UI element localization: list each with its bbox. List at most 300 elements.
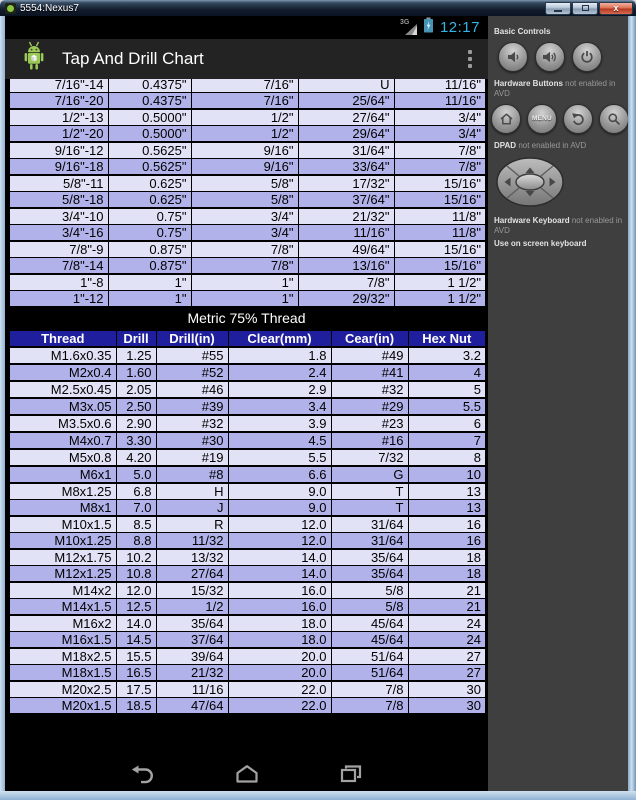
- table-cell: 8: [408, 449, 486, 466]
- table-cell: 3.9: [228, 415, 331, 432]
- table-cell: 45/64: [331, 615, 408, 632]
- table-row: [9, 258, 486, 275]
- table-cell: 3/4"-10: [9, 208, 108, 225]
- table-cell: M3.5x0.6: [9, 415, 116, 432]
- network-type-label: 3G: [399, 19, 410, 26]
- table-cell: 1.25: [116, 347, 156, 364]
- table-row: [9, 225, 486, 242]
- table-cell: 31/64": [298, 142, 394, 159]
- table-row: [9, 142, 486, 159]
- table-cell: #46: [156, 381, 228, 398]
- column-header: Clear(mm): [228, 330, 331, 347]
- window-title: 5554:Nexus7: [20, 2, 79, 14]
- table-cell: 2.90: [116, 415, 156, 432]
- power-button[interactable]: [572, 42, 602, 72]
- hardware-buttons-label: Hardware Buttons not enabled in AVD: [494, 79, 616, 98]
- close-icon: x: [613, 2, 619, 13]
- table-cell: 8.8: [116, 533, 156, 550]
- navigation-bar: [5, 757, 488, 791]
- table-cell: 1": [108, 291, 191, 308]
- table-cell: 7/32: [331, 449, 408, 466]
- table-row: [9, 500, 486, 517]
- metric-thread-table: [8, 329, 487, 715]
- table-cell: 11/16": [298, 225, 394, 242]
- table-cell: 15/16": [394, 241, 486, 258]
- recent-apps-button[interactable]: [337, 763, 365, 785]
- table-cell: 0.625": [108, 175, 191, 192]
- table-cell: 5/8": [191, 192, 298, 209]
- table-cell: 13/16": [298, 258, 394, 275]
- table-cell: 3/4": [394, 126, 486, 143]
- hw-home-button[interactable]: [491, 104, 521, 134]
- table-cell: M10x1.25: [9, 533, 116, 550]
- table-cell: M4x0.7: [9, 432, 116, 449]
- table-cell: 15/16": [394, 192, 486, 209]
- table-cell: 13: [408, 483, 486, 500]
- table-cell: 10.8: [116, 566, 156, 583]
- table-cell: 9.0: [228, 483, 331, 500]
- table-cell: 51/64: [331, 665, 408, 682]
- table-cell: 12.0: [228, 533, 331, 550]
- table-row: [9, 681, 486, 698]
- table-cell: 16.0: [228, 599, 331, 616]
- table-row: [9, 79, 486, 93]
- dpad-control[interactable]: [496, 157, 628, 210]
- table-cell: 16.5: [116, 665, 156, 682]
- table-cell: 35/64: [331, 549, 408, 566]
- table-cell: M8x1.25: [9, 483, 116, 500]
- table-cell: 13/32: [156, 549, 228, 566]
- table-cell: 39/64: [156, 648, 228, 665]
- table-row: [9, 648, 486, 665]
- table-cell: 51/64: [331, 648, 408, 665]
- table-cell: 7/16"-20: [9, 93, 108, 110]
- table-cell: 5/8: [331, 599, 408, 616]
- table-cell: 35/64: [331, 566, 408, 583]
- table-cell: 1 1/2": [394, 274, 486, 291]
- table-cell: 15/32: [156, 582, 228, 599]
- table-cell: 15/16": [394, 258, 486, 275]
- table-cell: 27: [408, 648, 486, 665]
- table-row: [9, 615, 486, 632]
- table-row: [9, 347, 486, 364]
- table-cell: 17.5: [116, 681, 156, 698]
- table-row: [9, 109, 486, 126]
- table-cell: 1/2": [191, 126, 298, 143]
- table-cell: 7/8": [298, 274, 394, 291]
- table-cell: 9/16": [191, 159, 298, 176]
- table-cell: #16: [331, 432, 408, 449]
- android-robot-icon: [19, 40, 49, 78]
- table-cell: R: [156, 516, 228, 533]
- table-cell: 27/64: [156, 566, 228, 583]
- table-cell: T: [331, 483, 408, 500]
- table-cell: 17/32": [298, 175, 394, 192]
- hw-home-icon: [499, 112, 514, 126]
- table-cell: #55: [156, 347, 228, 364]
- table-cell: 1": [191, 274, 298, 291]
- table-cell: 22.0: [228, 698, 331, 715]
- table-cell: 5/8: [331, 582, 408, 599]
- table-cell: 7/16": [191, 93, 298, 110]
- table-cell: #19: [156, 449, 228, 466]
- table-row: [9, 632, 486, 649]
- table-cell: 9/16"-18: [9, 159, 108, 176]
- table-cell: M20x1.5: [9, 698, 116, 715]
- table-cell: 5/8"-18: [9, 192, 108, 209]
- table-cell: 2.4: [228, 364, 331, 381]
- table-cell: 11/16": [394, 93, 486, 110]
- table-cell: J: [156, 500, 228, 517]
- table-cell: M10x1.5: [9, 516, 116, 533]
- table-row: [9, 599, 486, 616]
- hw-back-button[interactable]: [563, 104, 593, 134]
- maximize-button[interactable]: [572, 2, 598, 15]
- imperial-thread-table: [8, 79, 487, 308]
- table-cell: 0.4375": [108, 93, 191, 110]
- table-row: [9, 126, 486, 143]
- back-icon: [129, 763, 157, 785]
- emulator-app-icon: [5, 3, 16, 14]
- battery-icon: [423, 17, 434, 38]
- column-header: Drill(in): [156, 330, 228, 347]
- table-cell: 16: [408, 516, 486, 533]
- table-cell: 1"-12: [9, 291, 108, 308]
- table-cell: 1.8: [228, 347, 331, 364]
- table-cell: #52: [156, 364, 228, 381]
- overflow-dot-icon: [468, 64, 472, 68]
- table-cell: M12x1.75: [9, 549, 116, 566]
- table-cell: M1.6x0.35: [9, 347, 116, 364]
- window-border-right: [628, 16, 636, 791]
- table-row: [9, 274, 486, 291]
- table-cell: 14.0: [228, 566, 331, 583]
- table-cell: M5x0.8: [9, 449, 116, 466]
- table-cell: 3.30: [116, 432, 156, 449]
- table-cell: 3/4": [191, 225, 298, 242]
- table-cell: 0.5000": [108, 126, 191, 143]
- table-cell: 1/2": [191, 109, 298, 126]
- table-cell: 0.5625": [108, 142, 191, 159]
- table-cell: 31/64: [331, 516, 408, 533]
- table-row: [9, 582, 486, 599]
- table-cell: 10: [408, 466, 486, 483]
- table-cell: 18: [408, 566, 486, 583]
- table-cell: 25/64": [298, 93, 394, 110]
- table-row: [9, 549, 486, 566]
- table-cell: 21/32": [298, 208, 394, 225]
- table-cell: 47/64: [156, 698, 228, 715]
- table-cell: 11/32: [156, 533, 228, 550]
- table-cell: 30: [408, 698, 486, 715]
- table-cell: 3.2: [408, 347, 486, 364]
- table-cell: #41: [331, 364, 408, 381]
- table-cell: 5.5: [408, 398, 486, 415]
- table-cell: 37/64": [298, 192, 394, 209]
- table-cell: 1 1/2": [394, 291, 486, 308]
- table-cell: 7.0: [116, 500, 156, 517]
- table-cell: 0.75": [108, 208, 191, 225]
- table-cell: 24: [408, 632, 486, 649]
- hw-search-icon: [607, 112, 621, 126]
- table-cell: 7/8": [394, 142, 486, 159]
- table-row: [9, 466, 486, 483]
- table-cell: 0.75": [108, 225, 191, 242]
- table-cell: 0.625": [108, 192, 191, 209]
- table-cell: 31/64: [331, 533, 408, 550]
- table-cell: 6.6: [228, 466, 331, 483]
- power-icon: [580, 50, 594, 64]
- table-row: [9, 241, 486, 258]
- table-cell: 12.0: [116, 582, 156, 599]
- table-cell: 6.8: [116, 483, 156, 500]
- table-row: [9, 93, 486, 110]
- table-cell: 5: [408, 381, 486, 398]
- hw-menu-button[interactable]: [527, 104, 557, 134]
- table-cell: 16.0: [228, 582, 331, 599]
- table-cell: 0.5625": [108, 159, 191, 176]
- table-cell: 18.0: [228, 615, 331, 632]
- table-row: [9, 415, 486, 432]
- table-cell: 13: [408, 500, 486, 517]
- table-cell: M8x1: [9, 500, 116, 517]
- table-cell: 16: [408, 533, 486, 550]
- table-cell: 15.5: [116, 648, 156, 665]
- overflow-dot-icon: [468, 50, 472, 54]
- table-cell: 4: [408, 364, 486, 381]
- table-row: [9, 381, 486, 398]
- table-cell: M3x.05: [9, 398, 116, 415]
- table-cell: 9.0: [228, 500, 331, 517]
- table-cell: 7/8"-14: [9, 258, 108, 275]
- table-cell: 11/8": [394, 208, 486, 225]
- table-cell: 3.4: [228, 398, 331, 415]
- table-row: [9, 533, 486, 550]
- minimize-icon: [554, 10, 562, 12]
- table-cell: 11/16": [394, 79, 486, 93]
- table-cell: M20x2.5: [9, 681, 116, 698]
- table-cell: T: [331, 500, 408, 517]
- table-cell: H: [156, 483, 228, 500]
- table-cell: #23: [331, 415, 408, 432]
- table-cell: 14.0: [228, 549, 331, 566]
- metric-header-row: [9, 330, 486, 347]
- table-cell: 7/16"-14: [9, 79, 108, 93]
- table-cell: 14.0: [116, 615, 156, 632]
- table-cell: 3/4": [394, 109, 486, 126]
- table-cell: 22.0: [228, 681, 331, 698]
- table-cell: M16x2: [9, 615, 116, 632]
- app-title: Tap And Drill Chart: [62, 49, 204, 68]
- table-cell: 37/64: [156, 632, 228, 649]
- table-cell: 7/8: [331, 698, 408, 715]
- metric-section-title: Metric 75% Thread: [8, 308, 485, 329]
- table-cell: U: [298, 79, 394, 93]
- table-cell: 11/8": [394, 225, 486, 242]
- table-cell: 49/64": [298, 241, 394, 258]
- table-cell: 7/8: [331, 681, 408, 698]
- table-row: [9, 432, 486, 449]
- column-header: Thread: [9, 330, 116, 347]
- table-cell: 7/8": [191, 241, 298, 258]
- table-cell: 21: [408, 582, 486, 599]
- table-cell: 8.5: [116, 516, 156, 533]
- table-row: [9, 192, 486, 209]
- table-cell: M12x1.25: [9, 566, 116, 583]
- keyboard-hint-label: Use on screen keyboard: [494, 239, 587, 248]
- hw-menu-label: MENU: [532, 115, 552, 122]
- table-cell: 14.5: [116, 632, 156, 649]
- column-header: Drill: [116, 330, 156, 347]
- table-cell: 1/2"-13: [9, 109, 108, 126]
- table-row: [9, 566, 486, 583]
- table-cell: 4.20: [116, 449, 156, 466]
- status-bar: [5, 16, 488, 39]
- table-cell: 0.4375": [108, 79, 191, 93]
- close-button[interactable]: [599, 2, 633, 15]
- table-cell: #32: [156, 415, 228, 432]
- table-cell: 7/16": [191, 79, 298, 93]
- table-cell: #29: [331, 398, 408, 415]
- table-cell: 18: [408, 549, 486, 566]
- table-cell: 3/4": [191, 208, 298, 225]
- table-row: [9, 291, 486, 308]
- table-cell: 9/16": [191, 142, 298, 159]
- table-cell: 18.0: [228, 632, 331, 649]
- table-cell: 12.0: [228, 516, 331, 533]
- clock: 12:17: [439, 19, 480, 36]
- table-cell: 7/8"-9: [9, 241, 108, 258]
- table-row: [9, 398, 486, 415]
- minimize-button[interactable]: [545, 2, 571, 15]
- table-cell: M14x1.5: [9, 599, 116, 616]
- table-cell: 7: [408, 432, 486, 449]
- home-icon: [234, 763, 260, 785]
- table-cell: 0.875": [108, 258, 191, 275]
- volume-up-icon: [542, 50, 558, 64]
- hw-back-icon: [571, 112, 586, 126]
- table-cell: 5/8": [191, 175, 298, 192]
- signal-icon: [400, 20, 417, 35]
- table-cell: #8: [156, 466, 228, 483]
- table-row: [9, 698, 486, 715]
- table-row: [9, 449, 486, 466]
- table-cell: 29/64": [298, 126, 394, 143]
- table-cell: 1/2"-20: [9, 126, 108, 143]
- table-cell: M18x2.5: [9, 648, 116, 665]
- table-cell: 9/16"-12: [9, 142, 108, 159]
- column-header: Hex Nut: [408, 330, 486, 347]
- table-cell: 6: [408, 415, 486, 432]
- table-cell: 20.0: [228, 648, 331, 665]
- table-row: [9, 208, 486, 225]
- table-cell: M14x2: [9, 582, 116, 599]
- dpad-label: DPAD not enabled in AVD: [494, 141, 587, 150]
- table-cell: M2.5x0.45: [9, 381, 116, 398]
- table-cell: #49: [331, 347, 408, 364]
- table-cell: M6x1: [9, 466, 116, 483]
- table-row: [9, 665, 486, 682]
- column-header: Cear(in): [331, 330, 408, 347]
- table-cell: 5.0: [116, 466, 156, 483]
- table-cell: 3/4"-16: [9, 225, 108, 242]
- volume-down-icon: [506, 50, 521, 64]
- volume-down-button[interactable]: [498, 42, 528, 72]
- hardware-keyboard-label: Hardware Keyboard not enabled in AVD: [494, 216, 623, 235]
- drill-chart-scroll-area[interactable]: [5, 79, 488, 757]
- table-cell: 35/64: [156, 615, 228, 632]
- table-cell: 0.875": [108, 241, 191, 258]
- table-cell: 18.5: [116, 698, 156, 715]
- recent-apps-icon: [338, 763, 364, 785]
- table-cell: 12.5: [116, 599, 156, 616]
- basic-controls-label: Basic Controls: [494, 27, 551, 36]
- table-cell: 1.60: [116, 364, 156, 381]
- table-cell: 15/16": [394, 175, 486, 192]
- table-cell: #30: [156, 432, 228, 449]
- table-cell: 7/8": [394, 159, 486, 176]
- emulator-control-panel: [488, 16, 628, 791]
- table-cell: 4.5: [228, 432, 331, 449]
- android-screen: [5, 16, 488, 791]
- table-cell: 2.50: [116, 398, 156, 415]
- overflow-dot-icon: [468, 57, 472, 61]
- window-titlebar[interactable]: [0, 0, 636, 16]
- table-cell: 1"-8: [9, 274, 108, 291]
- table-cell: 30: [408, 681, 486, 698]
- hw-search-button[interactable]: [599, 104, 628, 134]
- table-cell: #32: [331, 381, 408, 398]
- table-cell: 2.05: [116, 381, 156, 398]
- table-row: [9, 175, 486, 192]
- table-cell: #39: [156, 398, 228, 415]
- table-row: [9, 159, 486, 176]
- volume-up-button[interactable]: [535, 42, 565, 72]
- table-cell: 7/8": [191, 258, 298, 275]
- table-cell: 0.5000": [108, 109, 191, 126]
- dpad-icon: [496, 157, 564, 207]
- window-border-bottom: [0, 791, 636, 800]
- overflow-menu-button[interactable]: [456, 42, 484, 76]
- table-cell: M16x1.5: [9, 632, 116, 649]
- table-cell: 1": [191, 291, 298, 308]
- table-cell: 24: [408, 615, 486, 632]
- table-cell: 45/64: [331, 632, 408, 649]
- table-cell: 1": [108, 274, 191, 291]
- maximize-icon: [582, 5, 589, 11]
- table-cell: 2.9: [228, 381, 331, 398]
- table-cell: 21/32: [156, 665, 228, 682]
- table-cell: 29/32": [298, 291, 394, 308]
- home-button[interactable]: [233, 763, 261, 785]
- table-cell: 21: [408, 599, 486, 616]
- table-cell: 5/8"-11: [9, 175, 108, 192]
- table-cell: 27/64": [298, 109, 394, 126]
- back-button[interactable]: [129, 763, 157, 785]
- table-cell: 5.5: [228, 449, 331, 466]
- table-cell: G: [331, 466, 408, 483]
- table-cell: 1/2: [156, 599, 228, 616]
- table-cell: 33/64": [298, 159, 394, 176]
- table-cell: 20.0: [228, 665, 331, 682]
- table-cell: M2x0.4: [9, 364, 116, 381]
- table-cell: 11/16: [156, 681, 228, 698]
- action-bar: [5, 39, 488, 79]
- table-row: [9, 483, 486, 500]
- table-cell: 10.2: [116, 549, 156, 566]
- table-cell: M18x1.5: [9, 665, 116, 682]
- table-row: [9, 364, 486, 381]
